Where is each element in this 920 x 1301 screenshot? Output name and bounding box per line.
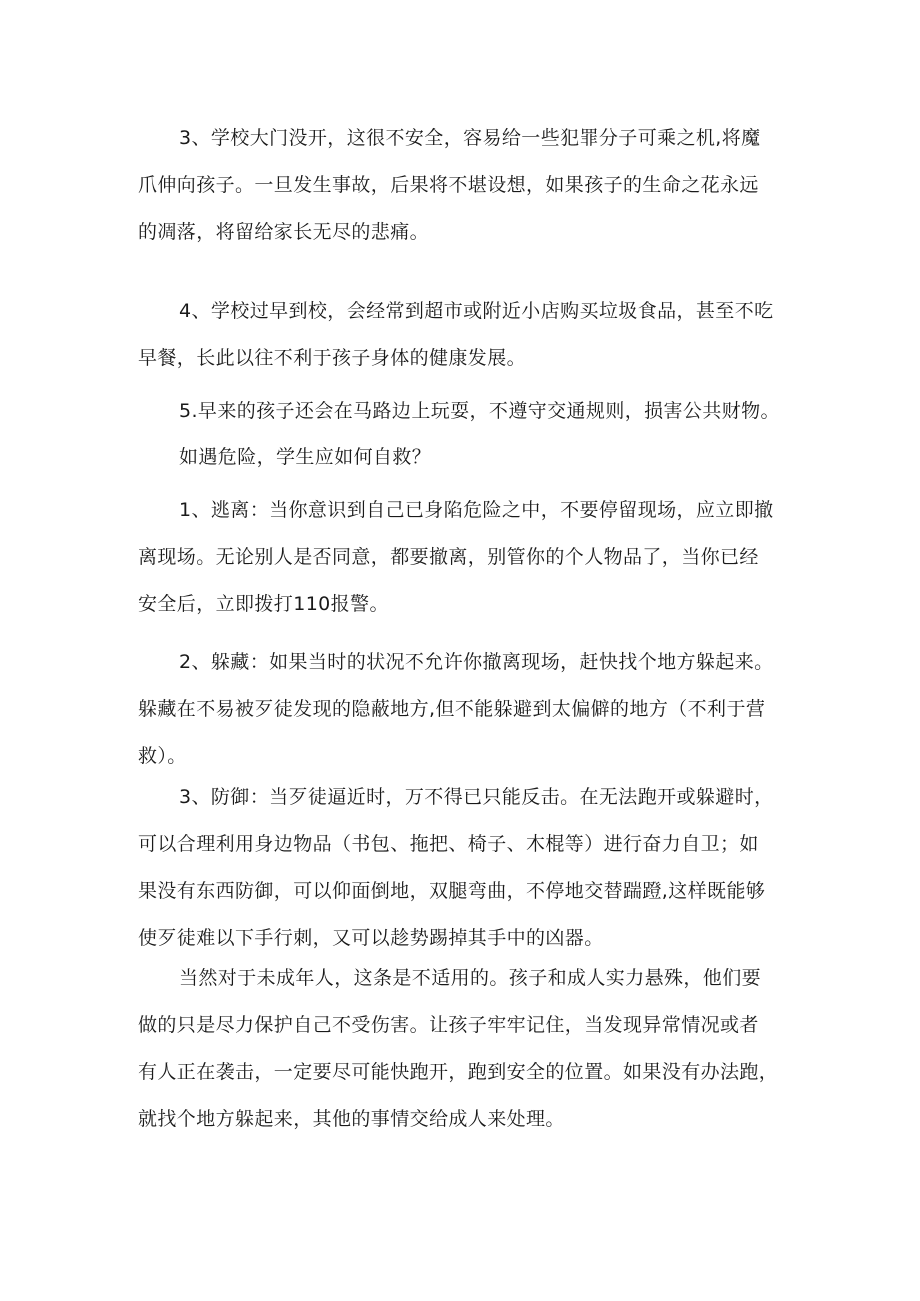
paragraph-escape: 1、逃离：当你意识到自己已身陷危险之中，不要停留现场，应立即撤 离现场。无论别人是否同意，都要撤离，别管你的个人物品了，当你已经 安全后，立即拨打110报警。 bbox=[138, 499, 774, 615]
paragraph-hide: 2、躲藏：如果当时的状况不允许你撤离现场，赶快找个地方躲起来。 躲藏在不易被歹徒发现的隐蔽地方,但不能躲避到太偏僻的地方（不利于营 救）。 bbox=[138, 651, 774, 767]
paragraph-defend: 3、防御：当歹徒逼近时，万不得已只能反击。在无法跑开或躲避时， 可以合理利用身边物品（书包、拖把、椅子、木棍等）进行奋力自卫；如 果没有东西防御，可以仰面倒地，双腿弯曲，不停地交替踹蹬,这样既能够 使歹徒难以下手行刺，又可以趁势踢掉其手中的凶器。 bbox=[138, 786, 774, 949]
paragraph-minors-note: 当然对于未成年人，这条是不适用的。孩子和成人实力悬殊，他们要 做的只是尽力保护自己不受伤害。让孩子牢牢记住，当发现异常情况或者 有人正在袭击，一定要尽可能快跑开，跑到安全的位置。如果没有办法跑， 就找个地方躲起来，其他的事情交给成人来处理。 bbox=[138, 967, 779, 1130]
paragraph-traffic-rules: 5.早来的孩子还会在马路边上玩耍，不遵守交通规则，损害公共财物。 bbox=[179, 400, 780, 422]
paragraph-self-rescue-heading: 如遇危险，学生应如何自救？ bbox=[179, 446, 432, 468]
paragraph-junk-food: 4、学校过早到校，会经常到超市或附近小店购买垃圾食品，甚至不吃 早餐，长此以往不利于孩子身体的健康发展。 bbox=[138, 300, 774, 369]
paragraph-school-gate-unsafe: 3、学校大门没开，这很不安全，容易给一些犯罪分子可乘之机,将魔 爪伸向孩子。一旦发生事故，后果将不堪设想，如果孩子的生命之花永远 的凋落，将留给家长无尽的悲痛。 bbox=[138, 127, 761, 243]
